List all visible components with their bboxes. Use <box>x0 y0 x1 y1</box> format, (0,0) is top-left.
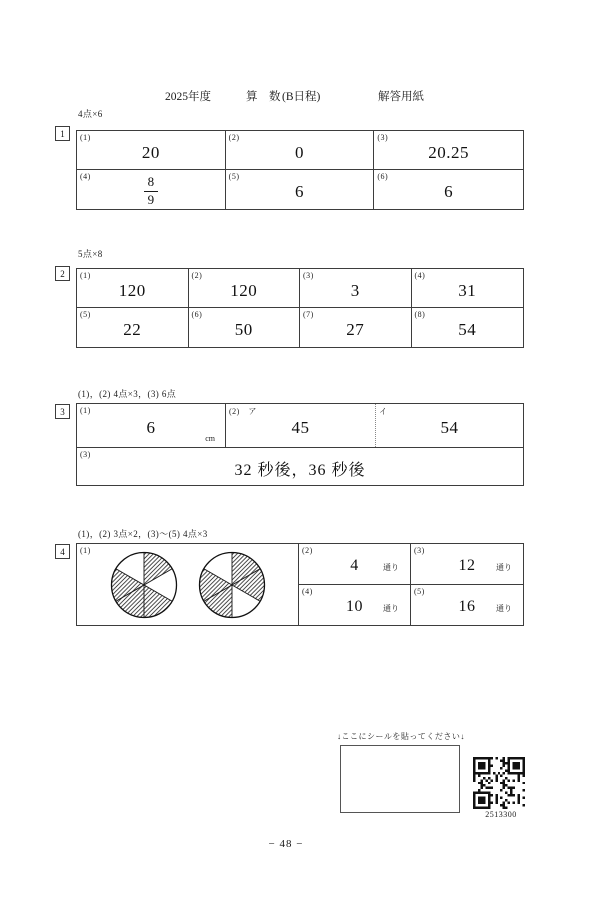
answer-value: 20 <box>141 142 160 162</box>
answer-value: 16 <box>458 598 476 616</box>
pie-answer <box>110 551 178 619</box>
seal-box <box>340 745 460 813</box>
answer-cell-3-3 <box>77 448 523 485</box>
page-number: − 48 − <box>268 838 304 850</box>
title-subject: 算 数 <box>246 91 281 103</box>
answer-cell-2-1 <box>77 269 189 308</box>
answer-value: 12 <box>458 557 476 575</box>
answer-cell-3-2a <box>226 404 375 447</box>
answer-cell-1-1 <box>77 131 226 170</box>
answer-value: 54 <box>458 320 477 339</box>
cell-label: (3) <box>377 133 389 142</box>
cell-label: (3) <box>80 450 91 459</box>
cell-label: (2) <box>191 271 203 280</box>
cell-label: (1) <box>80 406 91 415</box>
answer-cell-1-3 <box>374 131 523 170</box>
section4-points-label: (1)，(2) 3点×2，(3)～(5) 4点×3 <box>78 529 208 539</box>
section1-number-box: 1 <box>55 126 70 141</box>
answer-value: 0 <box>294 142 304 162</box>
cell-label: イ <box>379 407 388 416</box>
answer-value: 31 <box>458 280 477 300</box>
answer-cell-2-2 <box>189 269 301 308</box>
answer-cell-4-3 <box>411 544 523 585</box>
cell-label: (1) <box>80 133 91 142</box>
section3-number-box: 3 <box>55 404 70 419</box>
answer-cell-3-2b <box>375 404 523 447</box>
answer-value: 22 <box>123 320 142 339</box>
cell-label: (3) <box>414 546 425 555</box>
answer-cell-1-2 <box>226 131 375 170</box>
section2-answer-table <box>76 268 524 348</box>
answer-value: 6 <box>146 418 156 437</box>
section2-points-label: 5点×8 <box>78 249 103 259</box>
cell-label: (2) <box>302 546 313 555</box>
answer-cell-1-4 <box>77 170 226 209</box>
cell-label: (5) <box>228 172 240 181</box>
answer-cell-2-7 <box>300 308 412 347</box>
answer-cell-2-8 <box>412 308 524 347</box>
answer-cell-1-6 <box>374 170 523 209</box>
answer-cell-4-4 <box>299 585 411 626</box>
title-year: 2025年度 <box>165 91 211 103</box>
section4-number-box: 4 <box>55 544 70 559</box>
unit-label: 通り <box>383 562 399 572</box>
title-schedule: (B日程) <box>282 91 321 103</box>
answer-cell-2-6 <box>189 308 301 347</box>
section4-answer-table <box>76 543 524 626</box>
answer-value: 4 <box>350 557 359 575</box>
cell-label: (4) <box>302 586 313 596</box>
answer-cell-4-2 <box>299 544 411 585</box>
answer-cell-2-3 <box>300 269 412 308</box>
answer-value: 6 <box>294 182 304 201</box>
cell-label: (5) <box>414 586 425 596</box>
fraction-answer <box>144 174 159 208</box>
title-type: 解答用紙 <box>378 91 424 103</box>
answer-value: 50 <box>234 320 253 339</box>
cell-label: (8) <box>414 310 426 319</box>
unit-label: cm <box>205 434 215 443</box>
cell-label: (2) ア <box>229 407 257 416</box>
unit-label: 通り <box>496 562 512 572</box>
cell-label: (1) <box>80 271 91 280</box>
answer-value: 120 <box>118 280 146 300</box>
section3-answer-table <box>76 403 524 486</box>
cell-label: (3) <box>303 271 314 280</box>
answer-value: 6 <box>444 182 454 201</box>
answer-cell-3-1 <box>77 404 226 447</box>
section3-points-label: (1)，(2) 4点×3，(3) 6点 <box>78 389 177 399</box>
unit-label: 通り <box>383 604 399 613</box>
cell-label: (4) <box>80 172 91 181</box>
qr-code-icon <box>473 757 525 809</box>
unit-label: 通り <box>496 604 512 613</box>
pie-answer <box>198 551 266 619</box>
answer-value: 3 <box>350 280 360 300</box>
section1-points-label: 4点×6 <box>78 109 103 119</box>
answer-value: 10 <box>346 598 363 616</box>
answer-value: 20.25 <box>428 142 470 162</box>
seal-instruction: ↓ここにシールを貼ってください↓ <box>337 732 465 741</box>
answer-value: 120 <box>230 280 258 300</box>
section1-answer-table <box>76 130 524 210</box>
fraction-denominator: 9 <box>147 191 155 207</box>
cell-label: (1) <box>80 546 91 555</box>
cell-label: (6) <box>191 310 203 319</box>
sheet-header <box>0 88 600 102</box>
answer-value: 54 <box>440 418 459 437</box>
cell-label: (6) <box>377 172 389 181</box>
cell-label: (4) <box>414 271 426 280</box>
section2-number-box: 2 <box>55 266 70 281</box>
cell-label: (7) <box>303 310 314 319</box>
answer-value: 45 <box>291 418 310 437</box>
cell-label: (2) <box>228 133 240 142</box>
answer-value: 27 <box>346 320 365 339</box>
qr-code-label: 2513300 <box>485 810 517 819</box>
answer-cell-1-5 <box>226 170 375 209</box>
answer-cell-2-5 <box>77 308 189 347</box>
answer-cell-4-5 <box>411 585 523 626</box>
answer-value: 32 秒後，36 秒後 <box>234 462 366 479</box>
cell-label: (5) <box>80 310 91 319</box>
fraction-numerator: 8 <box>144 174 159 191</box>
answer-cell-2-4 <box>412 269 524 308</box>
answer-cell-4-1 <box>77 544 299 625</box>
